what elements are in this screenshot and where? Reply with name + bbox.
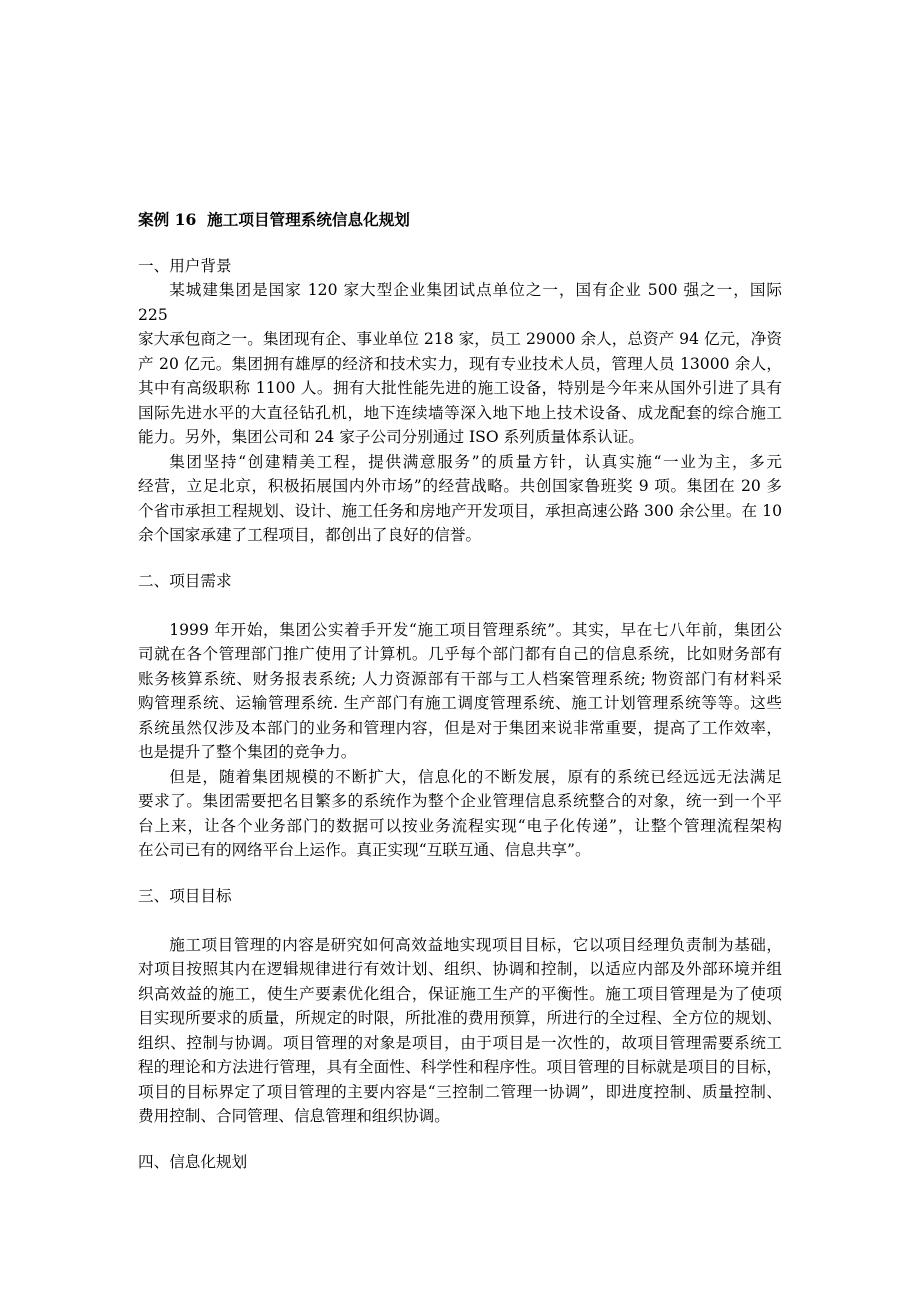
- paragraph-line: 台上来，让各个业务部门的数据可以按业务流程实现“电子化传递”，让整个管理流程架构: [138, 816, 782, 835]
- paragraph-line: 也是提升了整个集团的竞争力。: [138, 743, 357, 761]
- section-project-goals: [138, 884, 782, 1129]
- paragraph-line: 某城建集团是国家 120 家大型企业集团试点单位之一，国有企业 500 强之一，国际 225: [138, 281, 782, 324]
- paragraph: [138, 278, 782, 450]
- paragraph-line: 购管理系统、运输管理系统. 生产部门有施工调度管理系统、施工计划管理系统等等。这些: [138, 694, 782, 712]
- paragraph: [138, 450, 782, 548]
- section-project-requirements: [138, 569, 782, 863]
- paragraph-line: 费用控制、合同管理、信息管理和组织协调。: [138, 1107, 450, 1125]
- paragraph-line: 产 20 亿元。集团拥有雄厚的经济和技术实力，现有专业技术人员，管理人员 13000 余人，: [138, 354, 782, 373]
- paragraph-line: 对项目按照其内在逻辑规律进行有效计划、组织、协调和控制，以适应内部及外部环境并组: [138, 960, 782, 978]
- paragraph-line: 在公司已有的网络平台上运作。真正实现“互联互通、信息共享”。: [138, 841, 591, 859]
- paragraph-line: 余个国家承建了工程项目，都创出了良好的信誉。: [138, 526, 482, 544]
- paragraph-line: 集团坚持“创建精美工程，提供满意服务”的质量方针，认真实施“一业为主，多元: [169, 452, 782, 471]
- paragraph-line: 组织、控制与协调。项目管理的对象是项目，由于项目是一次性的，故项目管理需要系统工: [138, 1033, 782, 1052]
- paragraph-line: 经营，立足北京，积极拓展国内外市场”的经营战略。共创国家鲁班奖 9 项。集团在 20 多: [138, 477, 782, 495]
- section-heading: 一、用户背景: [138, 256, 232, 275]
- paragraph-line: 要求了。集团需要把名目繁多的系统作为整个企业管理信息系统整合的对象，统一到一个平: [138, 792, 782, 810]
- document-page: [138, 208, 782, 1174]
- paragraph-line: 家大承包商之一。集团现有企、事业单位 218 家，员工 29000 余人，总资产 94 亿元，净资: [138, 330, 782, 348]
- paragraph-line: 账务核算系统、财务报表系统; 人力资源部有干部与工人档案管理系统; 物资部门有材料采: [138, 669, 782, 688]
- paragraph-line: 能力。另外，集团公司和 24 家子公司分别通过 ISO 系列质量体系认证。: [138, 428, 644, 446]
- section-informatization-plan: [138, 1150, 782, 1175]
- paragraph-line: 个省市承担工程规划、设计、施工任务和房地产开发项目，承担高速公路 300 余公里。在 10: [138, 501, 782, 520]
- paragraph-line: 司就在各个管理部门推广使用了计算机。几乎每个部门都有自己的信息系统，比如财务部有: [138, 645, 782, 663]
- paragraph-line: 织高效益的施工，使生产要素优化组合，保证施工生产的平衡性。施工项目管理是为了使项: [138, 984, 782, 1003]
- paragraph-line: 程的理论和方法进行管理，具有全面性、科学性和程序性。项目管理的目标就是项目的目标，: [138, 1058, 782, 1076]
- paragraph-line: 项目的目标界定了项目管理的主要内容是“三控制二管理一协调”，即进度控制、质量控制、: [138, 1082, 782, 1101]
- paragraph: [138, 618, 782, 765]
- paragraph: [138, 765, 782, 863]
- section-user-background: [138, 254, 782, 548]
- section-heading: 四、信息化规划: [138, 1152, 248, 1171]
- paragraph-line: 目实现所要求的质量，所规定的时限，所批准的费用预算，所进行的全过程、全方位的规划、: [138, 1009, 782, 1027]
- paragraph-line: 1999 年开始，集团公实着手开发“施工项目管理系统”。其实，早在七八年前，集团公: [169, 620, 782, 639]
- paragraph-line: 国际先进水平的大直径钻孔机，地下连续墙等深入地下地上技术设备、成龙配套的综合施工: [138, 403, 782, 422]
- document-title: 案例 16 施工项目管理系统信息化规划: [138, 210, 410, 229]
- section-heading: 二、项目需求: [138, 571, 232, 590]
- paragraph-line: 施工项目管理的内容是研究如何高效益地实现项目目标，它以项目经理负责制为基础，: [169, 935, 782, 954]
- paragraph-line: 但是，随着集团规模的不断扩大，信息化的不断发展，原有的系统已经远远无法满足: [169, 767, 782, 786]
- paragraph-line: 系统虽然仅涉及本部门的业务和管理内容，但是对于集团来说非常重要，提高了工作效率，: [138, 718, 782, 737]
- section-heading: 三、项目目标: [138, 886, 232, 905]
- paragraph: [138, 933, 782, 1129]
- paragraph-line: 其中有高级职称 1100 人。拥有大批性能先进的施工设备，特别是今年来从国外引进了具有: [138, 379, 782, 397]
